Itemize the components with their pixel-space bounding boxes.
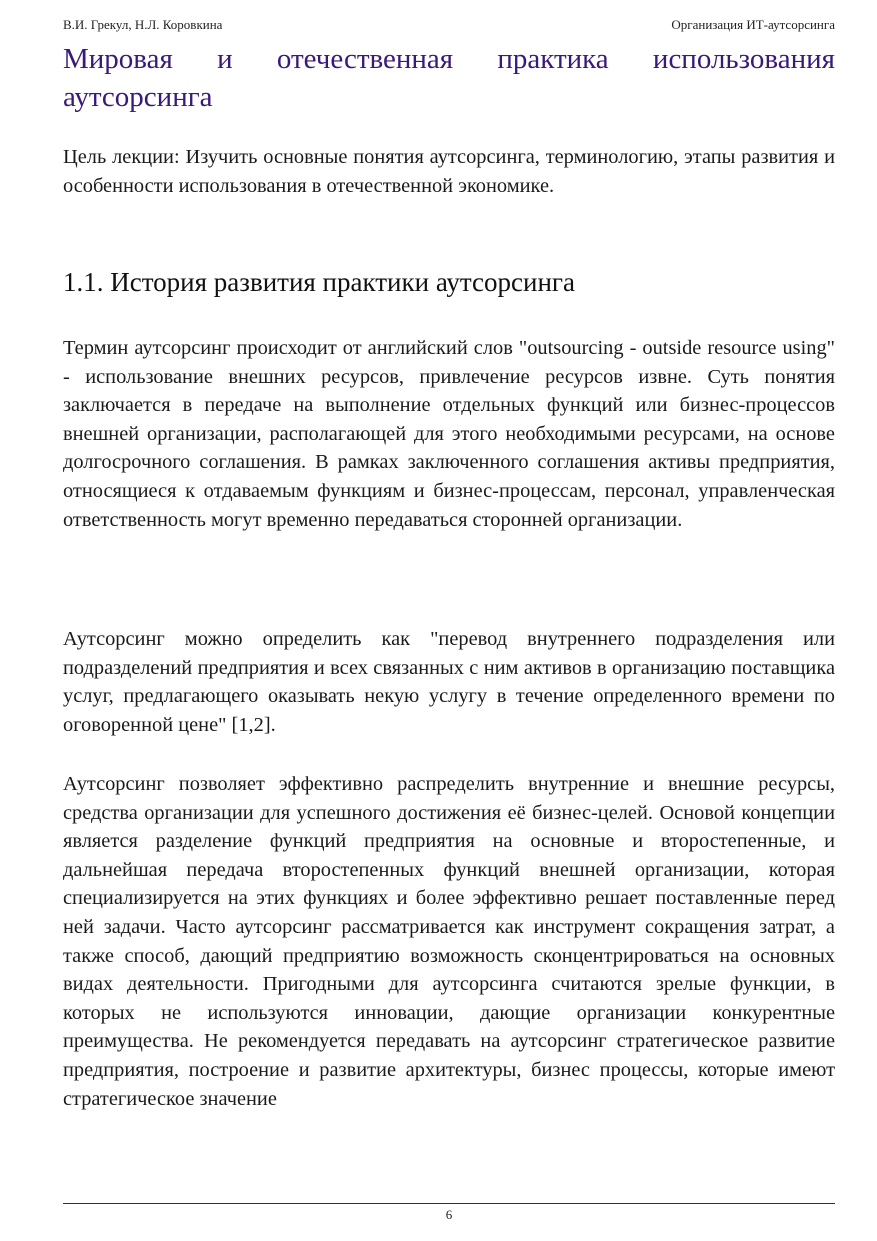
- running-header: [63, 17, 835, 33]
- page-number: 6: [445, 1207, 453, 1222]
- paragraph-1: Термин аутсорсинг происходит от английский слов "outsourcing - outside resource using" - использование внешних ресурсов, привлечение ресурсов извне. Суть понятия заключается в передаче на выполнение отдельных функций или бизнес-процессов внешней организации, располагающей для этого необходимыми ресурсами, на основе долгосрочного соглашения. В рамках заключенного соглашения активы предприятия, относящиеся к отдаваемым функциям и бизнес-процессам, персонал, управленческая ответственность могут временно передаваться сторонней организации.: [63, 337, 835, 531]
- header-authors: В.И. Грекул, Н.Л. Коровкина: [63, 17, 223, 32]
- header-course-title: Организация ИТ-аутсорсинга: [671, 17, 835, 32]
- section-heading: 1.1. История развития практики аутсорсинга: [63, 267, 575, 297]
- footer-rule: [63, 1203, 835, 1204]
- paragraph-3: Аутсорсинг позволяет эффективно распределить внутренние и внешние ресурсы, средства организации для успешного достижения её бизнес-целей. Основой концепции является разделение функций предприятия на основные и второстепенные, и дальнейшая передача второстепенных функций внешней организации, которая специализируется на этих функциях и более эффективно решает поставленные перед ней задачи. Часто аутсорсинг рассматривается как инструмент сокращения затрат, а также способ, дающий предприятию возможность сконцентрироваться на основных видах деятельности. Пригодными для аутсорсинга считаются зрелые функции, в которых не используются инновации, дающие организации конкурентные преимущества. Не рекомендуется передавать на аутсорсинг стратегическое развитие предприятия, построение и развитие архитектуры, бизнес процессы, которые имеют стратегическое значение: [63, 773, 835, 1110]
- paragraph-2: Аутсорсинг можно определить как "перевод внутреннего подразделения или подразделений предприятия и всех связанных с ним активов в организацию поставщика услуг, предлагающего оказывать некую услугу в течение определенного времени по оговоренной цене" [1,2].: [63, 628, 835, 736]
- lecture-goal: Цель лекции: Изучить основные понятия аутсорсинга, терминологию, этапы развития и особенности использования в отечественной экономике.: [63, 146, 835, 197]
- lecture-title: Мировая и отечественная практика использования аутсорсинга: [63, 43, 835, 113]
